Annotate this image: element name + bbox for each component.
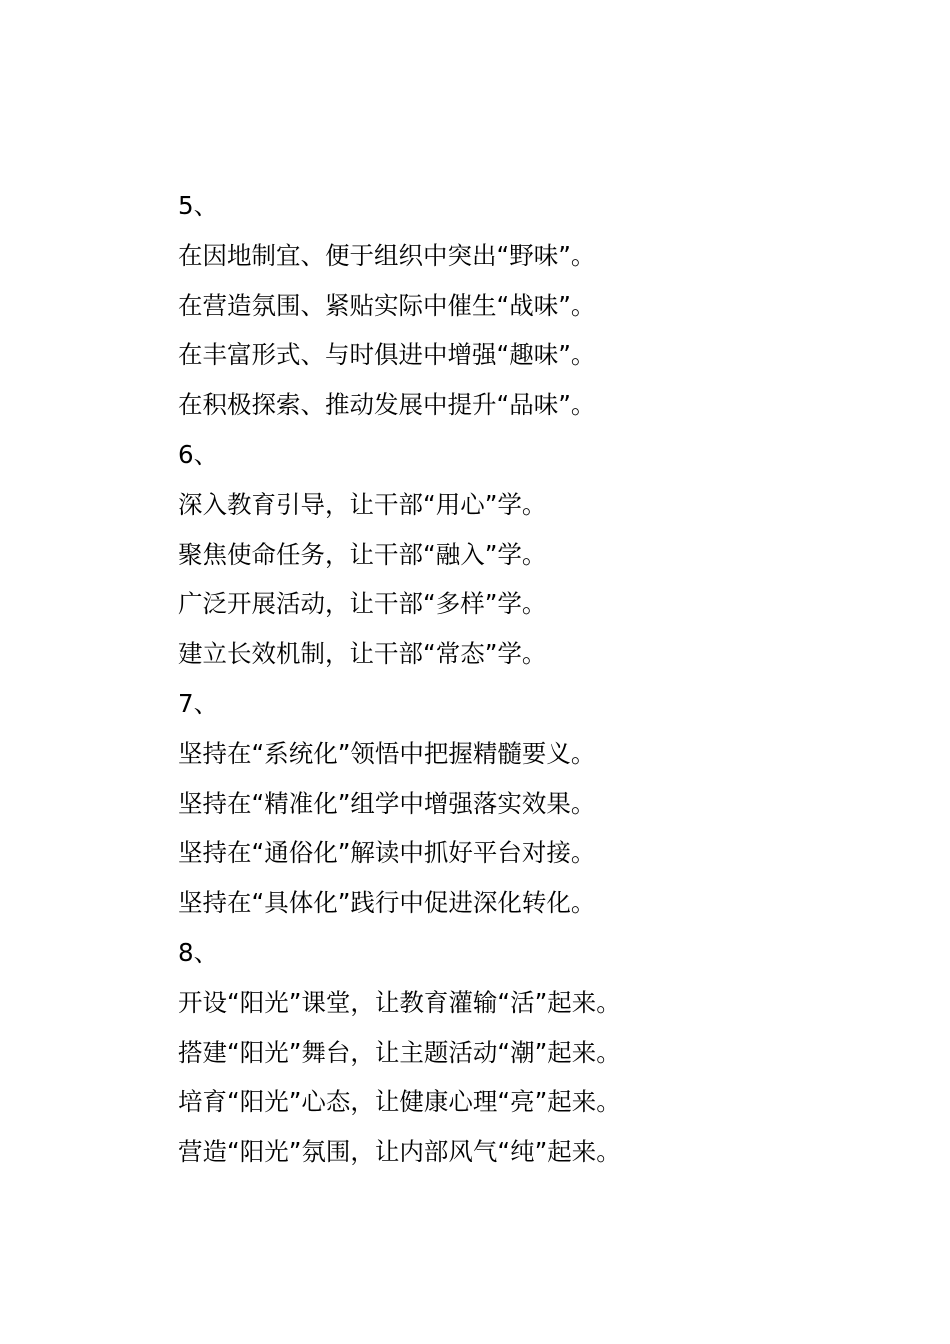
text-line: 广泛开展活动，让干部“多样”学。 [178,589,547,619]
text-line: 在丰富形式、与时俱进中增强“趣味”。 [178,340,596,370]
text-line: 坚持在“系统化”领悟中把握精髓要义。 [178,738,596,768]
section-number-7: 7、 [178,688,219,718]
text-line: 建立长效机制，让干部“常态”学。 [178,639,547,669]
text-line: 营造“阳光”氛围，让内部风气“纯”起来。 [178,1137,621,1167]
text-line: 深入教育引导，让干部“用心”学。 [178,489,547,519]
text-line: 聚焦使命任务，让干部“融入”学。 [178,539,547,569]
text-line: 在营造氛围、紧贴实际中催生“战味”。 [178,290,596,320]
text-line: 开设“阳光”课堂，让教育灌输“活”起来。 [178,987,621,1017]
text-line: 搭建“阳光”舞台，让主题活动“潮”起来。 [178,1037,621,1067]
text-line: 培育“阳光”心态，让健康心理“亮”起来。 [178,1087,621,1117]
text-line: 在积极探索、推动发展中提升“品味”。 [178,390,596,420]
section-number-5: 5、 [178,191,219,220]
document-page [178,181,918,1177]
section-number-8: 8、 [178,937,219,967]
section-number-6: 6、 [178,439,219,469]
text-line: 坚持在“具体化”践行中促进深化转化。 [178,888,596,918]
text-line: 在因地制宜、便于组织中突出“野味”。 [178,240,596,270]
text-line: 坚持在“通俗化”解读中抓好平台对接。 [178,838,596,868]
text-line: 坚持在“精准化”组学中增强落实效果。 [178,788,596,818]
